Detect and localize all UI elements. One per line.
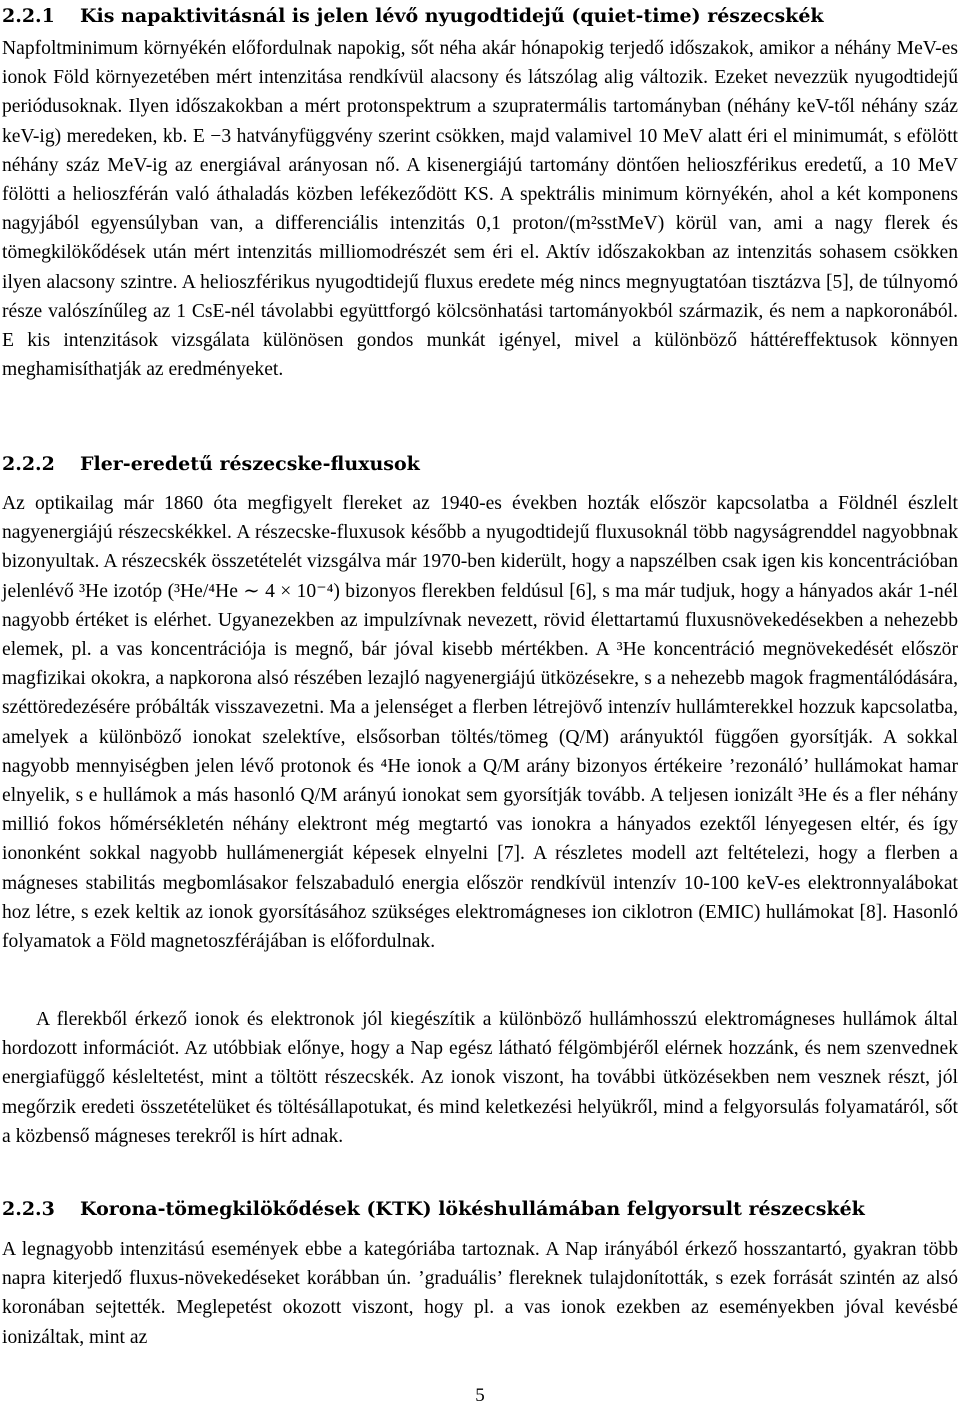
section-number: 2.2.2 <box>2 453 55 475</box>
section-title: Korona-tömegkilökődések (KTK) lökéshullámában felgyorsult részecskék <box>80 1198 865 1220</box>
section-title: Fler-eredetű részecske-fluxusok <box>80 453 420 475</box>
section-title: Kis napaktivitásnál is jelen lévő nyugodtidejű (quiet-time) részecskék <box>80 5 824 27</box>
section-number: 2.2.3 <box>2 1198 55 1220</box>
paragraph-quiet-time: Napfoltminimum környékén előfordulnak napokig, sőt néha akár hónapokig terjedő időszakok, amikor a néhány MeV-es ionok Föld környezetében mért intenzitása rendkívül alacsony és látszólag alig változik. Ezeket nevezzük nyugodtidejű periódusoknak. Ilyen időszakokban a mért protonspektrum a szupratermális tartományban (néhány keV-től néhány száz keV-ig) meredeken, kb. E −3 hatványfüggvény szerint csökken, majd valamivel 10 MeV alatt éri el minimumát, s efölött néhány száz MeV-ig az energiával arányosan nő. A kisenergiájú tartomány döntően helioszférikus eredetű, a 10 MeV fölötti a helioszférán való áthaladás közben lefékeződött KS. A spektrális minimum környékén, ahol a két komponens nagyjából egyensúlyban van, a differenciális intenzitás 0,1 proton/(m²sstMeV) körül van, ami a nagy flerek és tömegkilökődések után mért intenzitás milliomodrészét sem éri el. Aktív időszakokban az intenzitás sohasem csökken ilyen alacsony szintre. A helioszférikus nyugodtidejű fluxus eredete még nincs megnyugtatóan tisztázva [5], de túlnyomó része valószínűleg az 1 CsE-nél távolabbi együttforgó kölcsönhatási tartományokból származik, és nem a napkoronából. E kis intenzitások vizsgálata különösen gondos munkát igényel, mivel a különböző háttéreffektusok könnyen meghamisíthatják az eredményeket. <box>2 38 958 381</box>
page-number: 5 <box>475 1385 485 1406</box>
section-heading-2-2-2 <box>2 450 420 478</box>
paragraph-cme: A legnagyobb intenzitású események ebbe a kategóriába tartoznak. A Nap irányából érkező hosszantartó, gyakran több napra kiterjedő fluxus-növekedéseket korábban ún. ’graduális’ flereknek tulajdonították, s ezek forrását szintén az alsó koronában sejtették. Meglepetést okozott viszont, hogy pl. a vas ionok ezekben az eseményekben jóval kevésbé ionizáltak, mint az <box>2 1239 958 1348</box>
section-heading-2-2-3 <box>2 1195 865 1223</box>
section-number: 2.2.1 <box>2 5 55 27</box>
section-heading-2-2-1 <box>2 2 824 30</box>
paragraph-flare-2: A flerekből érkező ionok és elektronok jól kiegészítik a különböző hullámhosszú elektromágneses hullámok által hordozott információt. Az utóbbiak előnye, hogy a Nap egész látható félgömbjéről elérnek hozzánk, és nem szenvednek energiafüggő késleltetést, mint a töltött részecskék. Az ionok viszont, ha további ütközésekben nem vesznek részt, jól megőrzik eredeti összetételüket és töltésállapotukat, és mind keletkezési helyükről, mind a felgyorsulás folyamatáról, sőt a közbenső mágneses terekről is hírt adnak. <box>2 1009 958 1147</box>
paragraph-flare-1: Az optikailag már 1860 óta megfigyelt flereket az 1940-es években hozták először kapcsolatba a Földnél észlelt nagyenergiájú részecskékkel. A részecske-fluxusok később a nyugodtidejű fluxusoknál több nagyságrenddel nagyobbnak bizonyultak. A részecskék összetételét vizsgálva már 1970-ben kiderült, hogy a napszélben csak igen kis koncentrációban jelenlévő ³He izotóp (³He/⁴He ∼ 4 × 10⁻⁴) bizonyos flerekben feldúsul [6], s ma már tudjuk, hogy a hányados akár 1-nél nagyobb értéket is elérhet. Ugyanezekben az impulzívnak nevezett, rövid élettartamú fluxusnövekedésekben a nehezebb elemek, pl. a vas koncentrációja is megnő, bár jóval kisebb mértékben. A ³He koncentráció megnövekedését először magfizikai okokra, a napkorona alsó részében lezajló nagyenergiájú ütközésekre, s a nehezebb magok fragmentálódására, széttöredezésére próbálták visszavezetni. Ma a jelenséget a flerben létrejövő intenzív hullámterekkel hozzuk kapcsolatba, amelyek a különböző ionokat szelektíve, elsősorban töltés/tömeg (Q/M) arányuktól függően gyorsítják. A sokkal nagyobb mennyiségben jelen lévő protonok és ⁴He ionok a Q/M arány bizonyos értékeire ’rezonáló’ hullámokat hamar elnyelik, s e hullámok a más hasonló Q/M arányú ionokat sem gyorsítják tovább. A teljesen ionizált ³He és a fler néhány millió fokos hőmérsékletén néhány elektront még megtartó vas ionokra a hányados ezektől lényegesen eltér, és így iononként sokkal nagyobb hullámenergiát képesek elnyelni [7]. A részletes modell azt feltételezi, hogy a flerben a mágneses stabilitás megbomlásakor felszabaduló energia először rendkívül intenzív 10-100 keV-es elektronnyalábokat hoz létre, s ezek keltik az ionok gyorsításához szükséges elektromágneses ion ciklotron (EMIC) hullámokat [8]. Hasonló folyamatok a Föld magnetoszférájában is előfordulnak. <box>2 493 958 953</box>
